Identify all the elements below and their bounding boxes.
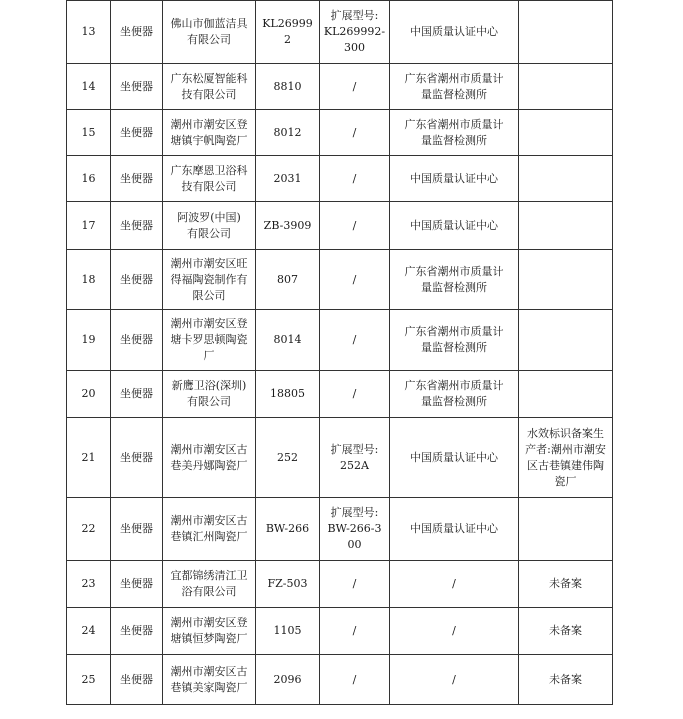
cell-ext-model: / xyxy=(320,156,390,202)
table-body xyxy=(67,1,613,705)
cell-product: 坐便器 xyxy=(111,1,163,64)
cell-ext-model: / xyxy=(320,655,390,705)
cell-no: 22 xyxy=(67,498,111,561)
cell-note xyxy=(519,250,613,310)
cell-model: FZ-503 xyxy=(256,561,320,608)
cell-maker: 潮州市潮安区登 塘镇宇帆陶瓷厂 xyxy=(163,110,256,156)
cell-no: 24 xyxy=(67,608,111,655)
cell-ext-model: / xyxy=(320,310,390,371)
cell-org: / xyxy=(390,655,519,705)
cell-product: 坐便器 xyxy=(111,561,163,608)
cell-note xyxy=(519,156,613,202)
cell-no: 17 xyxy=(67,202,111,250)
cell-product: 坐便器 xyxy=(111,310,163,371)
cell-note xyxy=(519,310,613,371)
cell-maker: 新鹰卫浴(深圳) 有限公司 xyxy=(163,371,256,418)
cell-org: 中国质量认证中心 xyxy=(390,202,519,250)
table-row xyxy=(67,608,613,655)
cell-org: 广东省潮州市质量计 量监督检测所 xyxy=(390,310,519,371)
cell-org: 广东省潮州市质量计 量监督检测所 xyxy=(390,64,519,110)
table-row xyxy=(67,561,613,608)
cell-ext-model: / xyxy=(320,110,390,156)
cell-ext-model: / xyxy=(320,561,390,608)
cell-model: 807 xyxy=(256,250,320,310)
cell-product: 坐便器 xyxy=(111,202,163,250)
cell-maker: 潮州市潮安区登 塘卡罗思顿陶瓷 厂 xyxy=(163,310,256,371)
cell-ext-model: / xyxy=(320,64,390,110)
cell-org: 中国质量认证中心 xyxy=(390,1,519,64)
table-row xyxy=(67,156,613,202)
cell-no: 13 xyxy=(67,1,111,64)
table-row xyxy=(67,310,613,371)
cell-org: 广东省潮州市质量计 量监督检测所 xyxy=(390,250,519,310)
table-row xyxy=(67,202,613,250)
cell-note xyxy=(519,1,613,64)
cell-note: 未备案 xyxy=(519,561,613,608)
table-row xyxy=(67,498,613,561)
cell-no: 20 xyxy=(67,371,111,418)
cell-maker: 阿波罗(中国) 有限公司 xyxy=(163,202,256,250)
table-row xyxy=(67,110,613,156)
cell-no: 19 xyxy=(67,310,111,371)
table-row xyxy=(67,250,613,310)
table-row xyxy=(67,64,613,110)
cell-maker: 潮州市潮安区古 巷美丹娜陶瓷厂 xyxy=(163,418,256,498)
cell-maker: 广东摩恩卫浴科 技有限公司 xyxy=(163,156,256,202)
cell-ext-model: 扩展型号: 252A xyxy=(320,418,390,498)
cell-maker: 潮州市潮安区古 巷镇汇州陶瓷厂 xyxy=(163,498,256,561)
cell-product: 坐便器 xyxy=(111,156,163,202)
cell-maker: 潮州市潮安区古 巷镇美家陶瓷厂 xyxy=(163,655,256,705)
table-row xyxy=(67,655,613,705)
cell-no: 18 xyxy=(67,250,111,310)
cell-org: 广东省潮州市质量计 量监督检测所 xyxy=(390,110,519,156)
cell-maker: 潮州市潮安区登 塘镇恒梦陶瓷厂 xyxy=(163,608,256,655)
cell-org: 中国质量认证中心 xyxy=(390,498,519,561)
cell-maker: 潮州市潮安区旺 得福陶瓷制作有 限公司 xyxy=(163,250,256,310)
cell-model: BW-266 xyxy=(256,498,320,561)
cell-product: 坐便器 xyxy=(111,498,163,561)
cell-model: 2096 xyxy=(256,655,320,705)
cell-product: 坐便器 xyxy=(111,250,163,310)
cell-no: 25 xyxy=(67,655,111,705)
cell-model: 252 xyxy=(256,418,320,498)
table-row xyxy=(67,1,613,64)
cell-product: 坐便器 xyxy=(111,110,163,156)
cell-no: 14 xyxy=(67,64,111,110)
table-row xyxy=(67,418,613,498)
cell-ext-model: / xyxy=(320,202,390,250)
cell-org: 中国质量认证中心 xyxy=(390,418,519,498)
cell-note xyxy=(519,371,613,418)
cell-org: / xyxy=(390,608,519,655)
cell-model: ZB-3909 xyxy=(256,202,320,250)
cell-note xyxy=(519,202,613,250)
cell-ext-model: / xyxy=(320,250,390,310)
cell-product: 坐便器 xyxy=(111,64,163,110)
cell-note: 水效标识备案生 产者:潮州市潮安 区古巷镇建伟陶 瓷厂 xyxy=(519,418,613,498)
table-row xyxy=(67,371,613,418)
cell-note xyxy=(519,498,613,561)
cell-model: 8012 xyxy=(256,110,320,156)
cell-maker: 宜都锦绣清江卫 浴有限公司 xyxy=(163,561,256,608)
cell-no: 21 xyxy=(67,418,111,498)
products-table xyxy=(66,0,613,705)
cell-note: 未备案 xyxy=(519,608,613,655)
cell-no: 23 xyxy=(67,561,111,608)
cell-model: 2031 xyxy=(256,156,320,202)
cell-model: 8014 xyxy=(256,310,320,371)
cell-model: 1105 xyxy=(256,608,320,655)
cell-note xyxy=(519,64,613,110)
cell-org: 中国质量认证中心 xyxy=(390,156,519,202)
cell-maker: 佛山市伽蓝洁具 有限公司 xyxy=(163,1,256,64)
cell-product: 坐便器 xyxy=(111,418,163,498)
cell-ext-model: 扩展型号: BW-266-3 00 xyxy=(320,498,390,561)
cell-ext-model: / xyxy=(320,371,390,418)
cell-no: 15 xyxy=(67,110,111,156)
cell-model: 8810 xyxy=(256,64,320,110)
cell-org: / xyxy=(390,561,519,608)
cell-product: 坐便器 xyxy=(111,608,163,655)
cell-product: 坐便器 xyxy=(111,371,163,418)
cell-note xyxy=(519,110,613,156)
cell-model: 18805 xyxy=(256,371,320,418)
cell-model: KL26999 2 xyxy=(256,1,320,64)
cell-org: 广东省潮州市质量计 量监督检测所 xyxy=(390,371,519,418)
cell-ext-model: 扩展型号: KL269992- 300 xyxy=(320,1,390,64)
cell-maker: 广东松厦智能科 技有限公司 xyxy=(163,64,256,110)
cell-no: 16 xyxy=(67,156,111,202)
cell-ext-model: / xyxy=(320,608,390,655)
cell-note: 未备案 xyxy=(519,655,613,705)
cell-product: 坐便器 xyxy=(111,655,163,705)
